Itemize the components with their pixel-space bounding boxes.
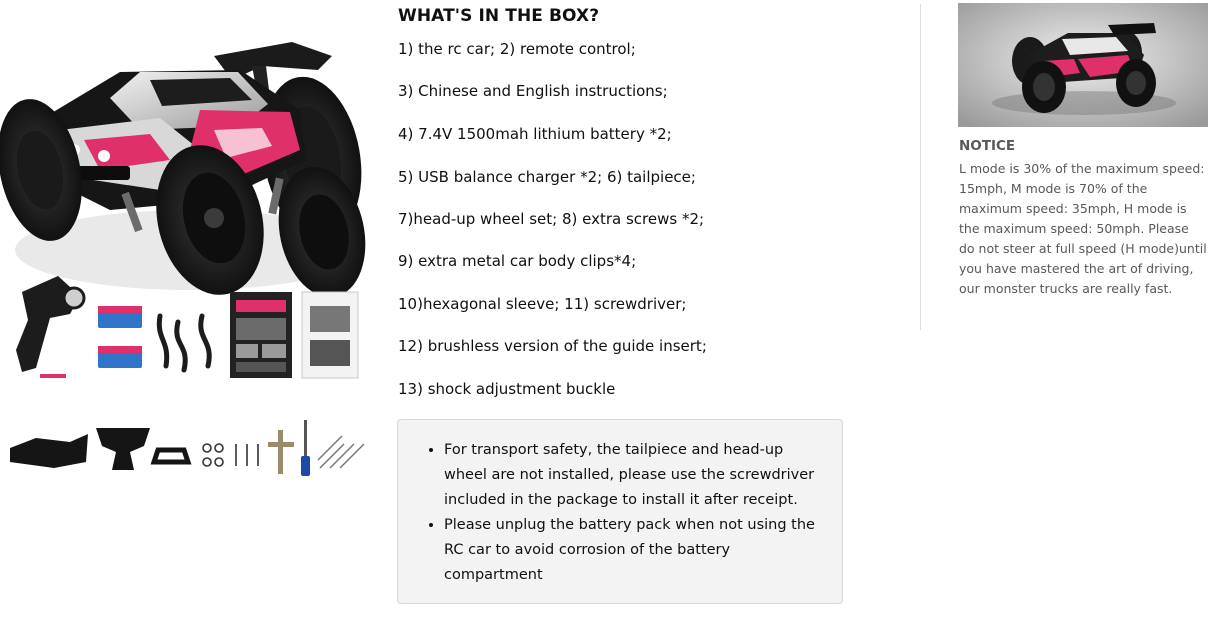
body-clip-frame-illustration [154, 450, 188, 462]
safety-note-item: • For transport safety, the tailpiece and head-up wheel are not installed, please use the screwdriver included in the package to install it after receipt. [444, 438, 824, 513]
safety-notes-panel [397, 419, 843, 604]
metal-clips-illustration [318, 436, 364, 468]
screwdriver-illustration [301, 420, 310, 476]
notice-body: L mode is 30% of the maximum speed: 15mph, M mode is 70% of the maximum speed: 35mph, H mode is the maximum speed: 50mph. Please do not steer at full speed (H mode)until you have mastered the art of driving, our monster trucks are really fast. [959, 161, 1207, 296]
spare-parts-image [0, 410, 372, 482]
notice-title: NOTICE [959, 138, 1016, 154]
safety-note-item: • Please unplug the battery pack when not using the RC car to avoid corrosion of the battery compartment [444, 513, 824, 588]
box-item-line: 5) USB balance charger *2; 6) tailpiece; [398, 168, 696, 186]
safety-notes-list [398, 420, 842, 588]
box-contents-title: WHAT'S IN THE BOX? [398, 6, 600, 26]
box-item-line: 13) shock adjustment buckle [398, 380, 616, 398]
box-item-line: 1) the rc car; 2) remote control; [398, 40, 636, 58]
side-product-image[interactable] [958, 3, 1208, 127]
box-item-line: 7)head-up wheel set; 8) extra screws *2; [398, 210, 705, 228]
box-item-line: 12) brushless version of the guide insert; [398, 337, 707, 355]
screws-illustration [203, 444, 258, 466]
head-up-wheel-illustration [96, 428, 150, 470]
box-item-line: 9) extra metal car body clips*4; [398, 252, 637, 270]
column-divider [920, 4, 921, 330]
box-item-line: 10)hexagonal sleeve; 11) screwdriver; [398, 295, 687, 313]
hexagonal-sleeve-illustration [268, 430, 294, 474]
box-item-line: 3) Chinese and English instructions; [398, 82, 668, 100]
tailpiece-illustration [10, 434, 88, 468]
box-item-line: 4) 7.4V 1500mah lithium battery *2; [398, 125, 672, 143]
product-main-image[interactable] [0, 0, 372, 398]
